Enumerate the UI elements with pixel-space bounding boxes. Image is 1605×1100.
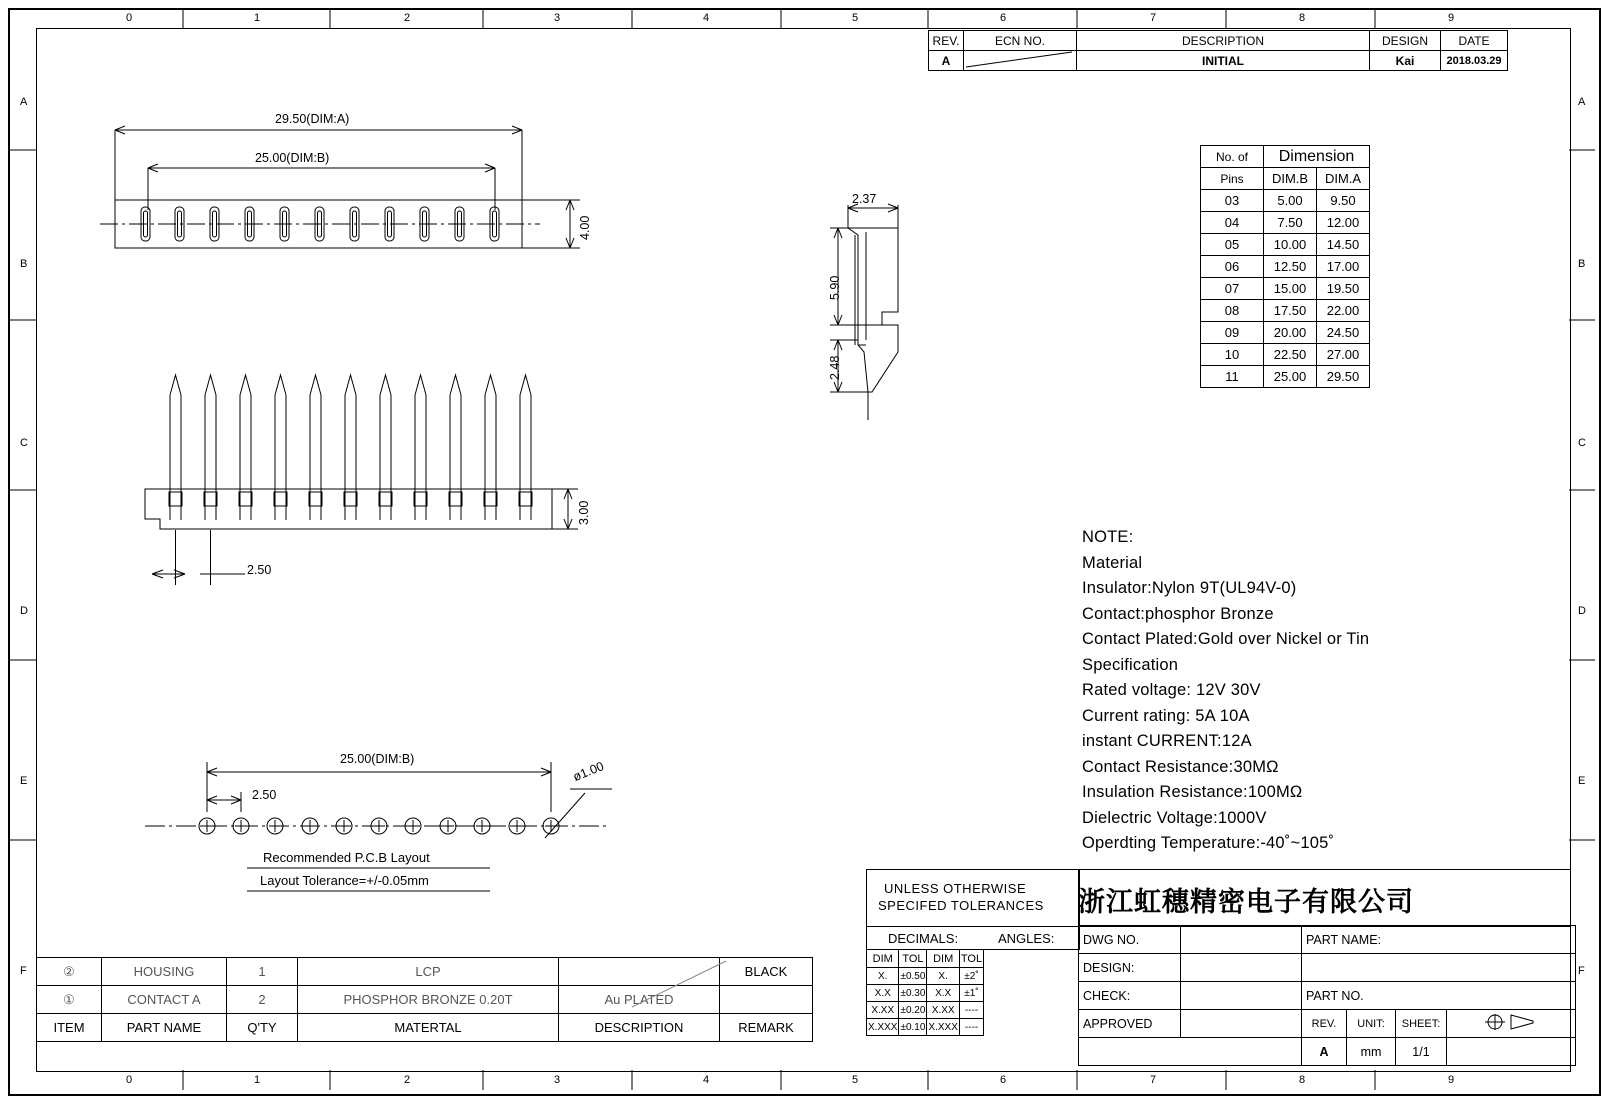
bom-part-name: HOUSING <box>102 958 227 986</box>
zone-top-1: 1 <box>254 12 261 24</box>
dim-body-height-label: 3.00 <box>577 500 591 525</box>
zone-left-c: C <box>20 437 28 449</box>
revision-rev: A <box>929 51 964 71</box>
bom-part-name: CONTACT A <box>102 986 227 1014</box>
bom-material: PHOSPHOR BRONZE 0.20T <box>298 986 559 1014</box>
tolerance-dim1: X. <box>867 968 899 985</box>
dimension-dimb: 20.00 <box>1264 322 1317 344</box>
revision-header-rev: REV. <box>929 31 964 51</box>
design-value[interactable] <box>1181 954 1302 982</box>
revision-description: INITIAL <box>1077 51 1370 71</box>
tolerance-dim2: X.XX <box>927 1002 959 1019</box>
tolerance-angles-label: ANGLES: <box>998 931 1055 946</box>
tolerance-tol2: ±2˚ <box>959 968 983 985</box>
note-line: Specification <box>1082 655 1179 674</box>
dim-pitch-label: 2.50 <box>247 563 272 577</box>
dimension-dima: 9.50 <box>1317 190 1370 212</box>
dimension-pins: 07 <box>1201 278 1264 300</box>
tolerance-dim2: X.X <box>927 985 959 1002</box>
title-row-check <box>1079 982 1576 1010</box>
tolerance-dim1: X.XXX <box>867 1019 899 1036</box>
tolerance-tol2: ---- <box>959 1019 983 1036</box>
rev-label: REV. <box>1311 1017 1337 1030</box>
note-line: Insulator:Nylon 9T(UL94V-0) <box>1082 579 1297 597</box>
zone-bottom-1: 1 <box>254 1074 261 1086</box>
revision-header-date: DATE <box>1441 31 1508 51</box>
note-line: NOTE: <box>1082 528 1134 546</box>
dimension-dima: 27.00 <box>1317 344 1370 366</box>
dimension-dimb: 5.00 <box>1264 190 1317 212</box>
dimension-dimb: 22.50 <box>1264 344 1317 366</box>
note-line: Material <box>1082 553 1143 572</box>
zone-bottom-6: 6 <box>1000 1074 1007 1086</box>
dimension-pins: 05 <box>1201 234 1264 256</box>
revision-date: 2018.03.29 <box>1441 51 1508 71</box>
tolerance-title-line1: UNLESS OTHERWISE <box>884 881 1027 896</box>
note-line: Contact:phosphor Bronze <box>1082 604 1274 623</box>
check-label: CHECK: <box>1079 982 1181 1010</box>
zone-left-e: E <box>20 775 28 787</box>
tolerance-row <box>867 985 984 1002</box>
bom-remark: BLACK <box>720 958 813 986</box>
note-line: instant CURRENT:12A <box>1082 732 1252 750</box>
tolerance-dim2: X.XXX <box>927 1019 959 1036</box>
zone-left-d: D <box>20 605 28 617</box>
bom-diagonal <box>36 957 796 1037</box>
pcb-pitch-label: 2.50 <box>252 788 277 802</box>
dimension-pins: 08 <box>1201 300 1264 322</box>
dimension-pins: 04 <box>1201 212 1264 234</box>
part-no-label: PART NO. <box>1302 982 1576 1010</box>
title-row-approved <box>1079 1010 1576 1038</box>
design-label: DESIGN: <box>1079 954 1181 982</box>
tolerance-header-dim1: DIM <box>867 950 899 968</box>
zone-right-e: E <box>1578 775 1586 787</box>
dimension-header-dimb: DIM.B <box>1264 168 1317 190</box>
tolerance-title-line2: SPECIFED TOLERANCES <box>878 898 1044 913</box>
zone-top-8: 8 <box>1299 12 1306 24</box>
tolerance-header-tol2: TOL <box>959 950 983 968</box>
zone-right-f: F <box>1578 965 1585 977</box>
part-name-value[interactable] <box>1302 954 1576 982</box>
tolerance-header-dim2: DIM <box>927 950 959 968</box>
dimension-dimb: 12.50 <box>1264 256 1317 278</box>
tolerance-row <box>867 1019 984 1036</box>
revision-header-ecn: ECN NO. <box>964 31 1077 51</box>
tolerance-header-row <box>867 950 984 968</box>
part-name-label: PART NAME: <box>1302 926 1576 954</box>
title-block <box>1078 925 1576 1066</box>
note-line: Rated voltage: 12V 30V <box>1082 681 1261 699</box>
pcb-caption: Recommended P.C.B Layout <box>263 850 430 865</box>
zone-top-3: 3 <box>554 12 561 24</box>
zone-top-9: 9 <box>1448 12 1455 24</box>
projection-symbol <box>1447 1010 1576 1037</box>
zone-top-7: 7 <box>1150 12 1157 24</box>
dwg-no-label: DWG NO. <box>1079 926 1181 954</box>
zone-bottom-8: 8 <box>1299 1074 1306 1086</box>
tolerance-row <box>867 968 984 985</box>
dwg-no-value[interactable] <box>1181 926 1302 954</box>
note-line: Contact Resistance:30MΩ <box>1082 757 1279 776</box>
zone-top-0: 0 <box>126 12 133 24</box>
sheet-value: 1/1 <box>1396 1038 1447 1065</box>
pcb-hole-label: ø1.00 <box>571 759 606 784</box>
dim-b-label: 25.00(DIM:B) <box>255 151 330 165</box>
dimension-pins-label-1: No. of <box>1201 146 1264 168</box>
tolerance-decimals-label: DECIMALS: <box>888 931 959 946</box>
zone-right-a: A <box>1578 96 1586 108</box>
tolerance-dim2: X. <box>927 968 959 985</box>
dimension-pins: 09 <box>1201 322 1264 344</box>
dimension-dimb: 25.00 <box>1264 366 1317 388</box>
note-line: Operdting Temperature:-40˚~105˚ <box>1082 834 1335 852</box>
dimension-dimb: 15.00 <box>1264 278 1317 300</box>
unit-value: mm <box>1347 1038 1396 1065</box>
bom-description: Au PLATED <box>559 986 720 1014</box>
bom-material: LCP <box>298 958 559 986</box>
zone-left-a: A <box>20 96 28 108</box>
bom-header-description: DESCRIPTION <box>559 1014 720 1042</box>
bom-item: ② <box>37 958 102 986</box>
company-name: 浙江虹穗精密电子有限公司 <box>1078 887 1414 918</box>
note-line: Insulation Resistance:100MΩ <box>1082 783 1303 801</box>
dimension-pins: 10 <box>1201 344 1264 366</box>
tolerance-tol1: ±0.30 <box>899 985 927 1002</box>
bom-item: ① <box>37 986 102 1014</box>
zone-left-f: F <box>20 965 27 977</box>
dimension-pins: 11 <box>1201 366 1264 388</box>
zone-top-2: 2 <box>404 12 411 24</box>
pcb-dim-b-label: 25.00(DIM:B) <box>340 752 415 766</box>
title-row-dwgno <box>1079 926 1576 954</box>
dimension-pins: 06 <box>1201 256 1264 278</box>
approved-value[interactable] <box>1181 1010 1302 1038</box>
approved-label: APPROVED <box>1079 1010 1181 1038</box>
dim-a-label: 29.50(DIM:A) <box>275 112 350 126</box>
zone-bottom-3: 3 <box>554 1074 561 1086</box>
bom-header-part-name: PART NAME <box>102 1014 227 1042</box>
bom-header-remark: REMARK <box>720 1014 813 1042</box>
dimension-dimb: 7.50 <box>1264 212 1317 234</box>
zone-right-b: B <box>1578 258 1586 270</box>
note-line: Current rating: 5A 10A <box>1082 706 1250 725</box>
dimension-header-dima: DIM.A <box>1317 168 1370 190</box>
note-line: Contact Plated:Gold over Nickel or Tin <box>1082 630 1370 648</box>
zone-bottom-5: 5 <box>852 1074 859 1086</box>
dimension-dimb: 10.00 <box>1264 234 1317 256</box>
tolerance-tol1: ±0.20 <box>899 1002 927 1019</box>
zone-bottom-0: 0 <box>126 1074 133 1086</box>
dimension-dima: 17.00 <box>1317 256 1370 278</box>
tolerance-tol2: ---- <box>959 1002 983 1019</box>
tolerance-dim1: X.X <box>867 985 899 1002</box>
revision-design: Kai <box>1370 51 1441 71</box>
zone-bottom-9: 9 <box>1448 1074 1455 1086</box>
zone-top-6: 6 <box>1000 12 1007 24</box>
dimension-pins: 03 <box>1201 190 1264 212</box>
title-row-values <box>1079 1038 1576 1066</box>
dimension-pins-label-2: Pins <box>1201 168 1264 190</box>
dimension-dima: 14.50 <box>1317 234 1370 256</box>
tolerance-row <box>867 1002 984 1019</box>
dimension-dimb: 17.50 <box>1264 300 1317 322</box>
detail-lower-label: 2.48 <box>828 355 842 380</box>
zone-left-b: B <box>20 258 28 270</box>
bom-qty: 2 <box>227 986 298 1014</box>
dimension-dima: 24.50 <box>1317 322 1370 344</box>
revision-header-design: DESIGN <box>1370 31 1441 51</box>
title-row-design <box>1079 954 1576 982</box>
bom-header-qty: Q'TY <box>227 1014 298 1042</box>
unit-label: UNIT: <box>1347 1010 1396 1037</box>
dimension-table-title: Dimension <box>1264 146 1370 168</box>
zone-bottom-7: 7 <box>1150 1074 1157 1086</box>
bom-header-item: ITEM <box>37 1014 102 1042</box>
dimension-dima: 19.50 <box>1317 278 1370 300</box>
note-line: Dielectric Voltage:1000V <box>1082 808 1267 827</box>
detail-width-label: 2.37 <box>852 192 877 206</box>
bom-qty: 1 <box>227 958 298 986</box>
tolerance-tol1: ±0.50 <box>899 968 927 985</box>
revision-header-description: DESCRIPTION <box>1077 31 1370 51</box>
zone-top-5: 5 <box>852 12 859 24</box>
dimension-dima: 12.00 <box>1317 212 1370 234</box>
dim-height-label: 4.00 <box>578 215 592 240</box>
tolerance-dim1: X.XX <box>867 1002 899 1019</box>
check-value[interactable] <box>1181 982 1302 1010</box>
rev-value: A <box>1319 1044 1329 1059</box>
tolerance-tol2: ±1˚ <box>959 985 983 1002</box>
zone-top-4: 4 <box>703 12 710 24</box>
zone-bottom-2: 2 <box>404 1074 411 1086</box>
bom-table <box>36 957 813 1042</box>
bom-header-material: MATERTAL <box>298 1014 559 1042</box>
zone-bottom-4: 4 <box>703 1074 710 1086</box>
tolerance-tol1: ±0.10 <box>899 1019 927 1036</box>
dimension-dima: 29.50 <box>1317 366 1370 388</box>
sheet-label: SHEET: <box>1396 1010 1447 1037</box>
detail-upper-label: 5.90 <box>828 275 842 300</box>
zone-right-c: C <box>1578 437 1586 449</box>
tolerance-header-tol1: TOL <box>899 950 927 968</box>
dimension-dima: 22.00 <box>1317 300 1370 322</box>
zone-right-d: D <box>1578 605 1586 617</box>
pcb-tolerance: Layout Tolerance=+/-0.05mm <box>260 873 429 888</box>
